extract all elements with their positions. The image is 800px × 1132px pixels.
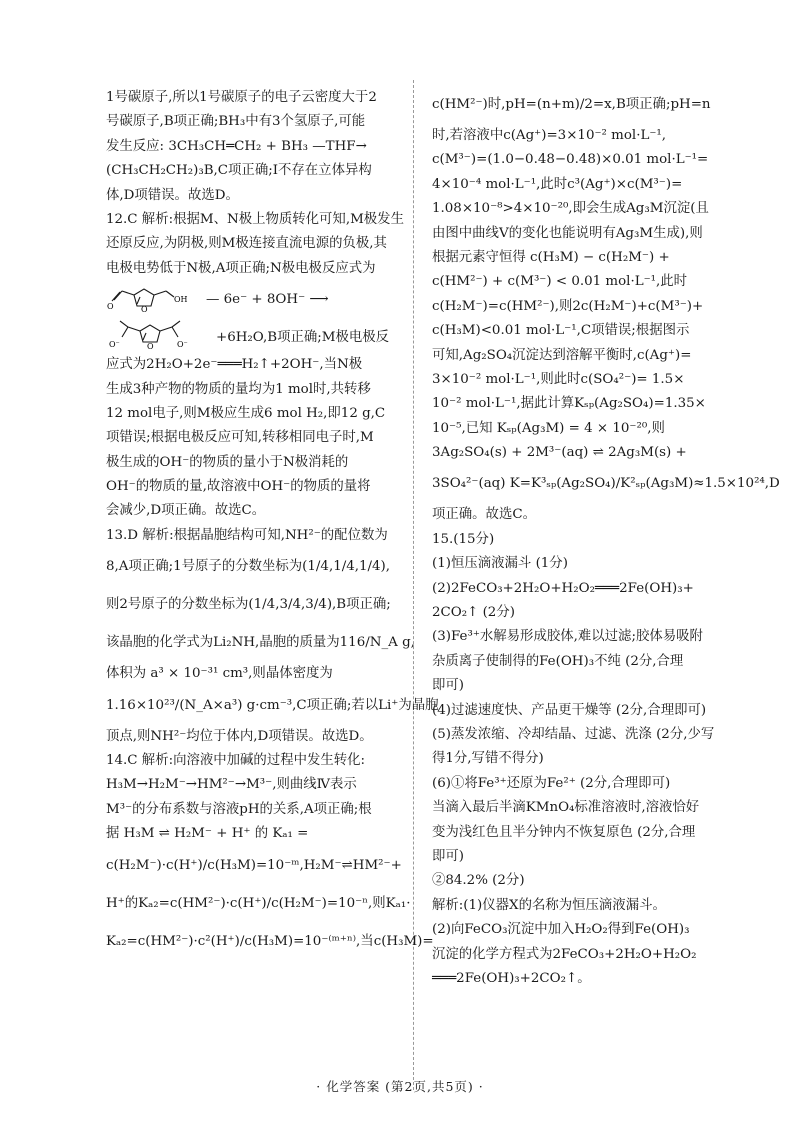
ring-oxygen-label: O: [141, 305, 148, 315]
text-line: H₃M→H₂M⁻→HM²⁻→M³⁻,则曲线Ⅳ表示: [106, 777, 357, 793]
question-13-heading: 13.D 解析:根据晶胞结构可知,NH²⁻的配位数为: [106, 527, 388, 543]
text-line: 则2号原子的分数坐标为(1/4,3/4,3/4),B项正确;: [106, 597, 391, 613]
equation-text: +6H₂O,B项正确;M极电极反: [216, 329, 390, 345]
text-line: (5)蒸发浓缩、冷却结晶、过滤、洗涤 (2分,少写: [432, 726, 715, 742]
text-line: ═══2Fe(OH)₃+2CO₂↑。: [432, 970, 591, 986]
text-line: 项正确。故选C。: [432, 507, 536, 523]
reactant-equation: [106, 281, 406, 317]
text-line: 可知,Ag₂SO₄沉淀达到溶解平衡时,c(Ag⁺)=: [432, 347, 692, 363]
text-line: c(HM²⁻) + c(M³⁻) < 0.01 mol·L⁻¹,此时: [432, 274, 688, 290]
text-line: 杂质离子使制得的Fe(OH)₃不纯 (2分,合理: [432, 653, 684, 669]
text-line: c(M³⁻)=(1.0−0.48−0.48)×0.01 mol·L⁻¹=: [432, 152, 709, 168]
text-line: 1.16×10²³/(N_A×a³) g·cm⁻³,C项正确;若以Li⁺为晶胞: [106, 697, 439, 713]
text-line: 3×10⁻² mol·L⁻¹,则此时c(SO₄²⁻)= 1.5×: [432, 371, 685, 387]
text-line: H⁺的Kₐ₂=c(HM²⁻)·c(H⁺)/c(H₂M⁻)=10⁻ⁿ,则Kₐ₁·: [106, 895, 411, 911]
text-line: 12 mol电子,则M极应生成6 mol H₂,即12 g,C: [106, 405, 386, 421]
text-line: (3)Fe³⁺水解易形成胶体,难以过滤;胶体易吸附: [432, 629, 703, 645]
ring-oxygen-label: O: [147, 342, 154, 352]
text-line: 还原反应,为阴极,则M极连接直流电源的负极,其: [106, 236, 387, 252]
text-line: 顶点,则NH²⁻均位于体内,D项错误。故选D。: [106, 728, 373, 744]
text-line: 生成3种产物的物质的量均为1 mol时,共转移: [106, 381, 371, 397]
text-line: 根据元素守恒得 c(H₃M) − c(H₂M⁻) +: [432, 249, 670, 265]
text-line: 8,A项正确;1号原子的分数坐标为(1/4,1/4,1/4),: [106, 559, 391, 575]
text-line: OH⁻的物质的量,故溶液中OH⁻的物质的量将: [106, 479, 371, 495]
text-line: 应式为2H₂O+2e⁻═══H₂↑+2OH⁻,当N极: [106, 357, 363, 373]
text-line: (1)恒压滴液漏斗 (1分): [432, 556, 568, 572]
text-line: 体积为 a³ × 10⁻³¹ cm³,则晶体密度为: [106, 666, 333, 682]
carboxylate-label: O⁻: [109, 340, 120, 350]
text-line: 得1分,写错不得分): [432, 751, 544, 767]
text-line: 4×10⁻⁴ mol·L⁻¹,此时c³(Ag⁺)×c(M³⁻)=: [432, 176, 683, 192]
text-line: 项错误;根据电极反应可知,转移相同电子时,M: [106, 430, 374, 446]
fdca-dianion-structure-icon: [106, 317, 202, 353]
text-line: 体,D项错误。故选D。: [106, 187, 239, 203]
text-line: 10⁻⁵,已知 Kₛₚ(Ag₃M) = 4 × 10⁻²⁰,则: [432, 420, 665, 436]
text-line: (6)①将Fe³⁺还原为Fe²⁺ (2分,合理即可): [432, 775, 671, 791]
text-line: Kₐ₂=c(HM²⁻)·c²(H⁺)/c(H₃M)=10⁻⁽ᵐ⁺ⁿ⁾,当c(H₃M)=: [106, 933, 434, 949]
question-14-heading: 14.C 解析:向溶液中加碱的过程中发生转化:: [106, 753, 366, 769]
text-line: (4)过滤速度快、产品更干燥等 (2分,合理即可): [432, 702, 707, 718]
text-line: 会减少,D项正确。故选C。: [106, 503, 266, 519]
text-line: 发生反应: 3CH₃CH═CH₂ + BH₃ —THF→: [106, 138, 367, 154]
text-line: ②84.2% (2分): [432, 873, 525, 889]
text-line: 3SO₄²⁻(aq) K=K³ₛₚ(Ag₂SO₄)/K²ₛₚ(Ag₃M)≈1.5×10²⁴,D: [432, 476, 780, 492]
text-line: 沉淀的化学方程式为2FeCO₃+2H₂O+H₂O₂: [432, 946, 697, 962]
carbonyl-oxygen-label: O: [107, 302, 114, 312]
text-line: c(H₂M⁻)·c(H⁺)/c(H₃M)=10⁻ᵐ,H₂M⁻⇌HM²⁻+: [106, 857, 402, 873]
page-footer: · 化学答案 (第2页,共5页) ·: [316, 1079, 484, 1094]
text-line: 该晶胞的化学式为Li₂NH,晶胞的质量为116/N_A g,: [106, 635, 415, 651]
text-line: 据 H₃M ⇌ H₂M⁻ + H⁺ 的 Kₐ₁ =: [106, 826, 309, 842]
text-line: 即可): [432, 678, 465, 694]
text-line: 由图中曲线Ⅴ的变化也能说明有Ag₃M生成),则: [432, 225, 703, 241]
question-12-heading: 12.C 解析:根据M、N极上物质转化可知,M极发生: [106, 211, 404, 227]
text-line: c(HM²⁻)时,pH=(n+m)/2=x,B项正确;pH=n: [432, 97, 711, 112]
text-line: 1.08×10⁻⁸>4×10⁻²⁰,即会生成Ag₃M沉淀(且: [432, 201, 709, 217]
question-15-heading: 15.(15分): [432, 531, 495, 547]
equation-text: — 6e⁻ + 8OH⁻ ⟶: [206, 291, 329, 307]
text-line: (2)2FeCO₃+2H₂O+H₂O₂═══2Fe(OH)₃+: [432, 580, 694, 596]
text-line: 极生成的OH⁻的物质的量小于N极消耗的: [106, 454, 349, 470]
text-line: 2CO₂↑ (2分): [432, 605, 515, 621]
text-line: (2)向FeCO₃沉淀中加入H₂O₂得到Fe(OH)₃: [432, 922, 690, 938]
text-line: c(H₃M)<0.01 mol·L⁻¹,C项错误;根据图示: [432, 323, 690, 339]
text-line: 3Ag₂SO₄(s) + 2M³⁻(aq) ⇌ 2Ag₃M(s) +: [432, 445, 687, 461]
carboxylate-label: O⁻: [177, 340, 188, 350]
hmf-structure-icon: [106, 281, 192, 317]
text-line: c(H₂M⁻)=c(HM²⁻),则2c(H₂M⁻)+c(M³⁻)+: [432, 298, 704, 314]
text-line: 即可): [432, 848, 465, 864]
left-column: [106, 86, 439, 961]
right-column: [432, 86, 780, 991]
product-equation: [106, 317, 406, 353]
text-line: M³⁻的分布系数与溶液pH的关系,A项正确;根: [106, 801, 372, 817]
text-line: 解析:(1)仪器X的名称为恒压滴液漏斗。: [432, 897, 666, 913]
text-line: 时,若溶液中c(Ag⁺)=3×10⁻² mol·L⁻¹,: [432, 128, 667, 143]
text-line: 电极电势低于N极,A项正确;N极电极反应式为: [106, 260, 376, 276]
text-line: 当滴入最后半滴KMnO₄标准溶液时,溶液恰好: [432, 800, 700, 816]
text-line: 号碳原子,B项正确;BH₃中有3个氢原子,可能: [106, 114, 366, 130]
hydroxyl-label: OH: [174, 295, 188, 305]
text-line: 10⁻² mol·L⁻¹,据此计算Kₛₚ(Ag₂SO₄)=1.35×: [432, 396, 706, 412]
text-line: (CH₃CH₂CH₂)₃B,C项正确;Ⅰ不存在立体异构: [106, 163, 372, 179]
text-line: 1号碳原子,所以1号碳原子的电子云密度大于2: [106, 90, 377, 105]
text-line: 变为浅红色且半分钟内不恢复原色 (2分,合理: [432, 824, 696, 840]
